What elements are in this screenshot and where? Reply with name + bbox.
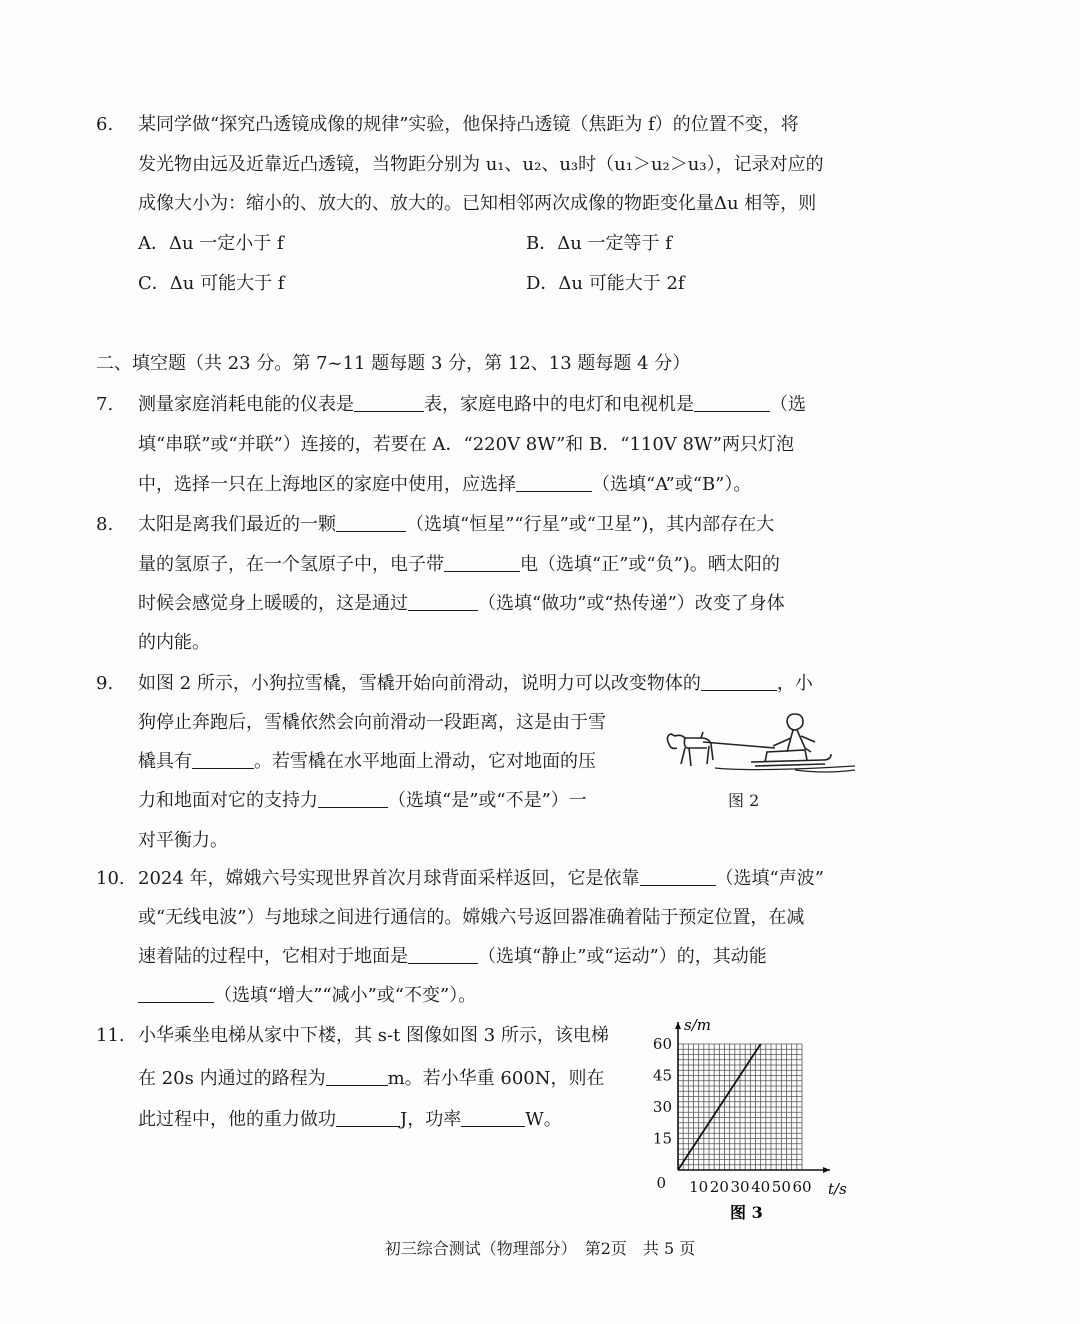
s-t-chart: [640, 1006, 860, 1221]
q11-text-2b: m。若小华重 600N，则在: [387, 1068, 605, 1089]
q9-line-3: [138, 749, 596, 775]
q11-line-2: [138, 1066, 605, 1092]
q7-line-2: 填“串联”或“并联”）连接的，若要在 A．“220V 8W”和 B．“110V 8W”两只灯泡: [138, 434, 795, 455]
q7-text-1b: 表，家庭电路中的电灯和电视机是: [424, 394, 694, 415]
q8-line-1: [138, 512, 774, 538]
q8-blank-3[interactable]: [408, 592, 478, 611]
chart-title: 图 3: [730, 1203, 763, 1221]
q11-text-3c: W。: [525, 1109, 562, 1130]
q10-blank-1[interactable]: [640, 867, 716, 886]
q9-text-4a: 力和地面对它的支持力: [138, 790, 318, 811]
figure-2-caption: 图 2: [728, 791, 760, 810]
q8-text-1b: （选填“恒星”“行星”或“卫星”)，其内部存在大: [406, 514, 775, 535]
q11-text-2a: 在 20s 内通过的路程为: [138, 1068, 326, 1089]
q9-line-2: 狗停止奔跑后，雪橇依然会向前滑动一段距离，这是由于雪: [138, 712, 606, 733]
q11-text-3a: 此过程中，他的重力做功: [138, 1109, 336, 1130]
q6-option-a: A．Δu 一定小于 f: [138, 233, 284, 254]
x-tick-label: 20: [709, 1178, 729, 1196]
q7-blank-2[interactable]: [694, 393, 770, 412]
q7-line-3: [138, 472, 751, 498]
q9-blank-1[interactable]: [701, 672, 777, 691]
q8-text-3a: 时候会感觉身上暖暖的，这是通过: [138, 593, 408, 614]
q10-text-3a: 速着陆的过程中，它相对于地面是: [138, 946, 408, 967]
y-tick-label: 45: [652, 1066, 672, 1085]
q8-text-2b: 电（选填“正”或“负”)。晒太阳的: [520, 554, 780, 575]
page-footer: 初三综合测试（物理部分） 第2页 共 5 页: [384, 1239, 696, 1258]
q7-blank-1[interactable]: [354, 393, 424, 412]
q7-text-3a: 中，选择一只在上海地区的家庭中使用，应选择: [138, 474, 516, 495]
q9-blank-3[interactable]: [318, 789, 388, 808]
q8-line-3: [138, 591, 785, 617]
y-tick-label: 60: [652, 1035, 672, 1053]
q9-text-3b: 。若雪橇在水平地面上滑动，它对地面的压: [254, 751, 596, 772]
q10-line-2: 或“无线电波”）与地球之间进行通信的。嫦娥六号返回器准确着陆于预定位置，在减: [138, 907, 805, 928]
q8-text-2a: 量的氢原子，在一个氢原子中，电子带: [138, 554, 444, 575]
q11-line-1: 小华乘坐电梯从家中下楼，其 s-t 图像如图 3 所示，该电梯: [138, 1025, 609, 1046]
q10-text-1a: 2024 年，嫦娥六号实现世界首次月球背面采样返回，它是依靠: [138, 868, 640, 889]
q6-line-1: 某同学做“探究凸透镜成像的规律”实验，他保持凸透镜（焦距为 f）的位置不变，将: [138, 114, 799, 135]
q6-line-3: 成像大小为：缩小的、放大的、放大的。已知相邻两次成像的物距变化量Δu 相等，则: [138, 193, 817, 214]
q9-number: 9.: [96, 673, 114, 694]
y-tick-label: 0: [656, 1174, 666, 1192]
q8-text-3b: （选填“做功”或“热传递”）改变了身体: [478, 593, 785, 614]
q9-line-4: [138, 788, 587, 814]
y-axis-label: s/m: [684, 1016, 711, 1034]
q7-blank-3[interactable]: [516, 473, 592, 492]
y-axis-arrow: [675, 1022, 681, 1029]
y-tick-label: 15: [652, 1129, 672, 1148]
x-axis-arrow: [823, 1167, 830, 1173]
x-tick-label: 50: [771, 1178, 791, 1196]
section-2-title: 二、填空题（共 23 分。第 7~11 题每题 3 分，第 12、13 题每题 4 分）: [96, 353, 691, 374]
x-tick-label: 10: [689, 1178, 709, 1196]
q6-number: 6.: [96, 114, 114, 135]
q9-blank-2[interactable]: [192, 750, 254, 769]
q10-text-4: （选填“增大”“减小”或“不变”）。: [214, 985, 477, 1006]
q10-blank-2[interactable]: [408, 945, 478, 964]
q11-blank-1[interactable]: [326, 1067, 388, 1086]
q11-blank-3[interactable]: [461, 1108, 525, 1127]
ground-lines: [715, 766, 855, 772]
q7-text-3b: （选填“A”或“B”）。: [592, 474, 752, 495]
q9-text-1b: ，小: [776, 673, 813, 694]
q8-line-4: 的内能。: [138, 632, 210, 653]
q7-line-1: [138, 392, 806, 418]
q11-blank-2[interactable]: [336, 1108, 400, 1127]
harness-rope: [703, 742, 775, 748]
q10-blank-3[interactable]: [138, 984, 214, 1003]
q9-text-3a: 橇具有: [138, 751, 192, 772]
x-tick-label: 30: [730, 1178, 750, 1196]
q9-text-4b: （选填“是”或“不是”）一: [388, 790, 587, 811]
q10-text-1b: （选填“声波”: [715, 868, 824, 889]
q7-number: 7.: [96, 394, 114, 415]
chart-axes: [675, 1022, 830, 1173]
x-axis-label: t/s: [828, 1180, 847, 1198]
q8-text-1a: 太阳是离我们最近的一颗: [138, 514, 336, 535]
q8-number: 8.: [96, 514, 114, 535]
chart-grid: [678, 1044, 802, 1170]
x-tick-label: 40: [751, 1178, 771, 1196]
q9-line-1: [138, 671, 813, 697]
q8-line-2: [138, 552, 780, 578]
sled-figure: [751, 750, 831, 766]
q11-line-3: [138, 1107, 562, 1133]
dog-sled-illustration: [655, 708, 860, 780]
q9-text-1a: 如图 2 所示，小狗拉雪橇，雪橇开始向前滑动，说明力可以改变物体的: [138, 673, 701, 694]
y-tick-label: 30: [652, 1098, 672, 1116]
q8-blank-2[interactable]: [444, 553, 520, 572]
q7-text-1a: 测量家庭消耗电能的仪表是: [138, 394, 354, 415]
q7-text-1c: （选: [770, 394, 806, 415]
q8-blank-1[interactable]: [336, 513, 406, 532]
chart-ticks: [653, 1035, 812, 1196]
q6-option-b: B．Δu 一定等于 f: [526, 233, 672, 254]
q10-text-3b: （选填“静止”或“运动”）的，其动能: [478, 946, 767, 967]
rider-figure: [773, 714, 815, 752]
q10-line-1: [138, 866, 824, 892]
dog-figure: [667, 732, 713, 766]
q10-line-4: [138, 983, 476, 1009]
q6-option-c: C．Δu 可能大于 f: [138, 273, 285, 294]
q6-line-2: 发光物由远及近靠近凸透镜，当物距分别为 u₁、u₂、u₃时（u₁＞u₂＞u₃），记录对应的: [138, 154, 824, 175]
q10-line-3: [138, 944, 767, 970]
x-tick-label: 60: [792, 1178, 812, 1196]
q6-option-d: D．Δu 可能大于 2f: [526, 273, 685, 294]
q11-number: 11.: [96, 1025, 125, 1046]
q10-number: 10.: [96, 868, 125, 889]
q11-text-3b: J，功率: [400, 1109, 462, 1130]
q9-line-5: 对平衡力。: [138, 830, 228, 851]
